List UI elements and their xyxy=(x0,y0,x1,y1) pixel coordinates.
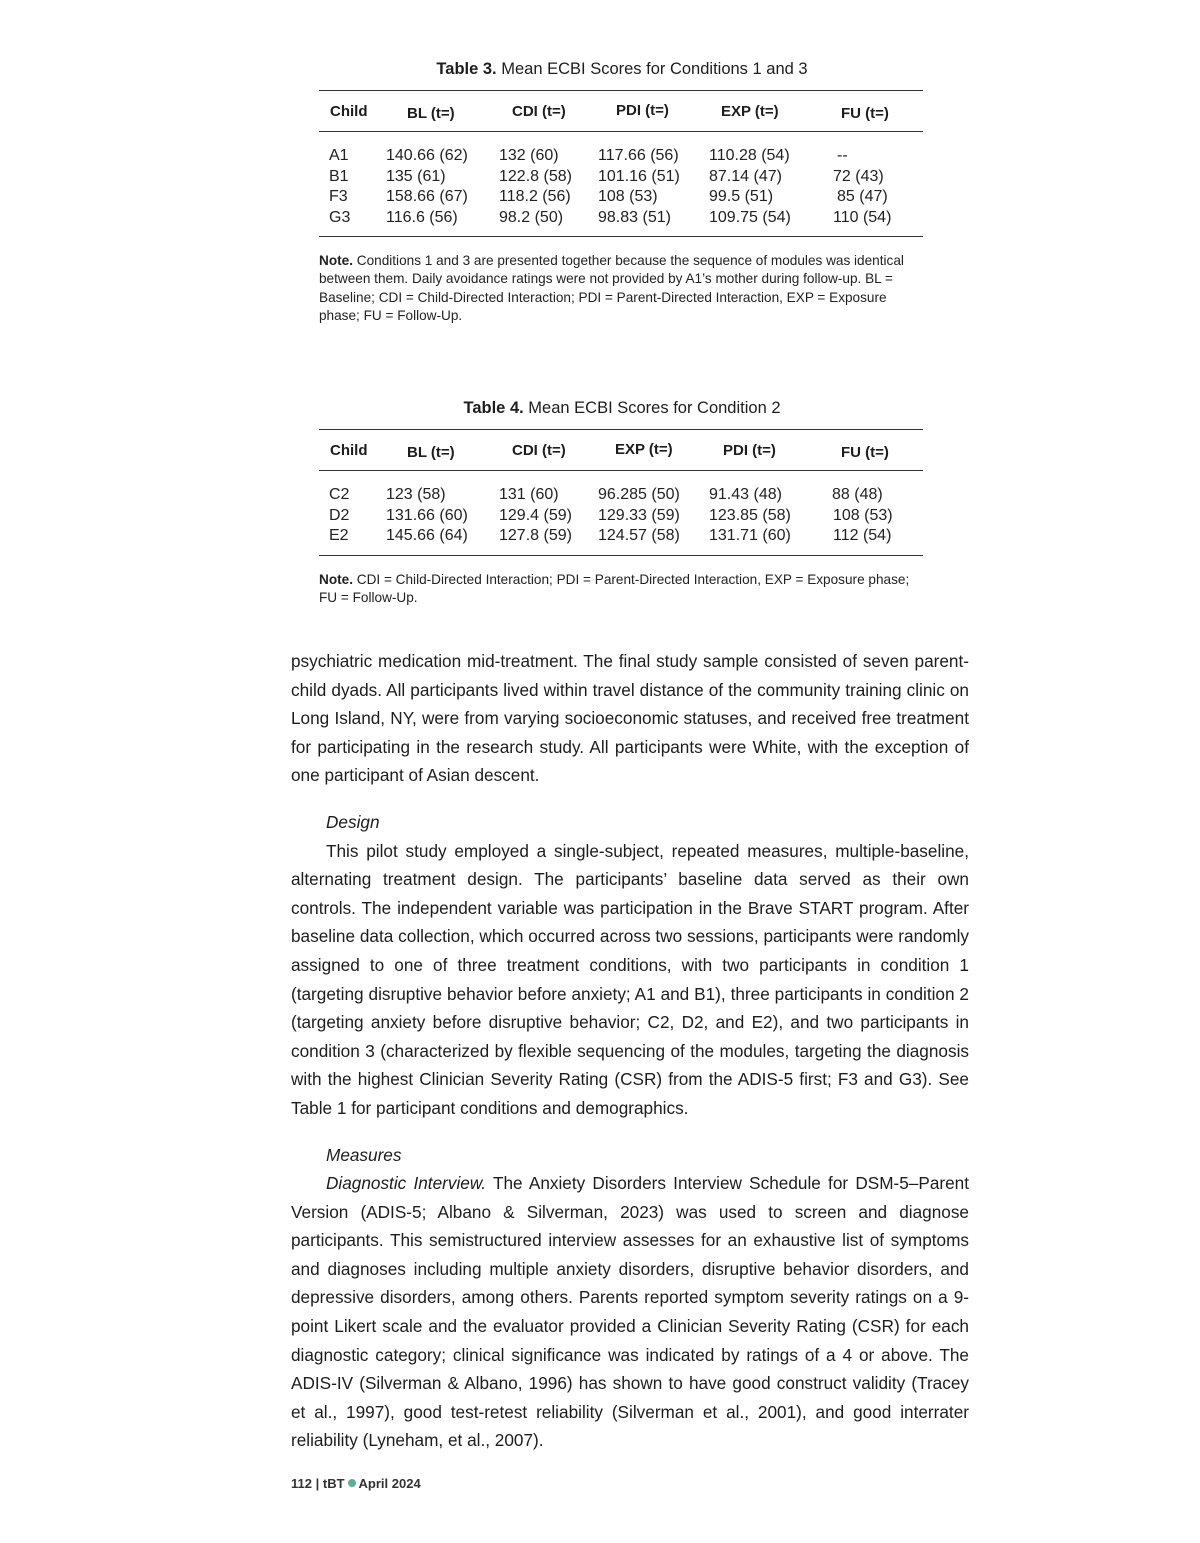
table-cell: 127.8 (59) xyxy=(499,527,572,544)
table-cell: 117.66 (56) xyxy=(598,147,679,164)
table-cell: 118.2 (56) xyxy=(499,188,571,205)
table-cell: 109.75 (54) xyxy=(709,208,791,226)
table-cell: 98.2 (50) xyxy=(499,208,564,226)
table-cell: C2 xyxy=(329,486,350,503)
table-cell: B1 xyxy=(329,167,349,185)
table-4-caption: Mean ECBI Scores for Condition 2 xyxy=(528,399,781,417)
table-4-title xyxy=(321,397,923,419)
table-cell: 131 (60) xyxy=(499,486,559,503)
table-cell: 88 (48) xyxy=(832,486,883,503)
table-3-header-row xyxy=(319,91,923,131)
column-header: CDI (t=) xyxy=(512,442,566,459)
section-heading-design: Design xyxy=(326,811,380,832)
table-cell: 87.14 (47) xyxy=(709,167,782,185)
table-cell: 145.66 (64) xyxy=(386,527,468,544)
table-3 xyxy=(319,58,923,325)
table-4-bottom-rule xyxy=(319,555,923,556)
bullet-dot-icon xyxy=(348,1479,356,1487)
table-cell: A1 xyxy=(329,147,349,164)
column-header: BL (t=) xyxy=(407,444,455,461)
table-cell: D2 xyxy=(329,506,350,524)
table-3-title xyxy=(321,58,923,80)
paragraph-measures xyxy=(291,1169,969,1455)
table-4-label: Table 4. xyxy=(463,399,524,417)
page-number: 112 xyxy=(291,1476,312,1491)
paragraph-design: This pilot study employed a single-subject, repeated measures, multiple-baseline, alternating treatment design. The participants’ baseline data served as their own controls. The independent variable was participation in the Brave START program. After baseline data collection, which occurred across two sessions, participants were randomly assigned to one of three treatment conditions, with two participants in condition 1 (targeting disruptive behavior before anxiety; A1 and B1), three participants in condition 2 (targeting anxiety before disruptive behavior; C2, D2, and E2), and two participants in condition 3 (characterized by flexible sequencing of the modules, targeting the diagnosis with the highest Clinician Severity Rating (CSR) from the ADIS-5 first; F3 and G3). See Table 1 for participant conditions and demographics. xyxy=(291,840,969,1118)
footer-separator: | xyxy=(315,1476,320,1491)
journal-name: tBT xyxy=(322,1476,345,1491)
page-footer xyxy=(291,1476,421,1491)
table-cell: 85 (47) xyxy=(837,188,888,205)
table-row xyxy=(319,167,923,188)
section-heading-measures: Measures xyxy=(326,1144,402,1165)
column-header: FU (t=) xyxy=(841,444,889,461)
table-cell: 116.6 (56) xyxy=(386,208,458,226)
table-cell: 129.4 (59) xyxy=(499,506,572,524)
table-4 xyxy=(319,397,923,607)
table-row xyxy=(319,526,923,547)
table-cell: 131.71 (60) xyxy=(709,527,791,544)
table-cell: 101.16 (51) xyxy=(598,167,680,185)
column-header: CDI (t=) xyxy=(512,103,566,120)
table-cell: 123.85 (58) xyxy=(709,506,791,524)
table-cell: 123 (58) xyxy=(386,486,446,503)
table-cell: 129.33 (59) xyxy=(598,506,680,524)
table-cell: 99.5 (51) xyxy=(709,188,774,205)
column-header: FU (t=) xyxy=(841,105,889,122)
table-row xyxy=(319,506,923,527)
table-cell: F3 xyxy=(329,188,348,205)
table-3-body xyxy=(319,132,923,236)
subheading-diagnostic-interview: Diagnostic Interview. xyxy=(326,1173,487,1194)
column-header: PDI (t=) xyxy=(616,102,669,119)
table-cell: 108 (53) xyxy=(833,506,893,524)
table-cell: -- xyxy=(837,147,848,164)
table-cell: 131.66 (60) xyxy=(386,506,468,524)
column-header: EXP (t=) xyxy=(721,103,779,120)
table-cell: 135 (61) xyxy=(386,167,446,185)
table-cell: 110.28 (54) xyxy=(709,147,790,164)
paragraph-measures-text: The Anxiety Disorders Interview Schedule for DSM-5–Parent Version (ADIS-5; Albano & Silverman, 2023) was used to screen and diagnose participants. This semistructured interview assesses for an exhaustive list of symptoms and diagnoses including multiple anxiety disorders, disruptive behavior disorders, and depressive disorders, among others. Parents reported symptom severity ratings on a 9-point Likert scale and the evaluator provided a Clinician Severity Rating (CSR) for each diagnostic category; clinical significance was indicated by ratings of a 4 or above. The ADIS-IV (Silverman & Albano, 1996) has shown to have good construct validity (Tracey et al., 1997), good test-retest reliability (Silverman et al., 2001), and good interrater reliability (Lyneham, et al., 2007). xyxy=(291,1173,969,1451)
column-header: EXP (t=) xyxy=(615,441,673,458)
note-text: Conditions 1 and 3 are presented together because the sequence of modules was identical between them. Daily avoidance ratings were not provided by A1’s mother during follow-up. BL = Baseline; CDI = Child-Directed Interaction; PDI = Parent-Directed Interaction, EXP = Exposure phase; FU = Follow-Up. xyxy=(319,253,904,323)
table-cell: E2 xyxy=(329,527,349,544)
note-text: CDI = Child-Directed Interaction; PDI = Parent-Directed Interaction, EXP = Exposure phase; FU = Follow-Up. xyxy=(319,571,910,605)
table-cell: 91.43 (48) xyxy=(709,486,782,503)
table-cell: 112 (54) xyxy=(833,527,892,544)
table-row xyxy=(319,146,923,167)
table-cell: 72 (43) xyxy=(833,167,884,185)
note-label: Note. xyxy=(319,571,353,587)
table-4-header-row xyxy=(319,430,923,470)
column-header: PDI (t=) xyxy=(723,442,776,459)
table-row xyxy=(319,485,923,506)
table-4-body xyxy=(319,471,923,555)
table-4-note xyxy=(319,571,923,608)
table-cell: 108 (53) xyxy=(598,188,658,205)
column-header: Child xyxy=(330,103,368,120)
table-3-note xyxy=(319,252,923,325)
column-header: Child xyxy=(330,442,368,459)
table-cell: 140.66 (62) xyxy=(386,147,468,164)
table-3-bottom-rule xyxy=(319,236,923,237)
table-3-label: Table 3. xyxy=(436,60,497,78)
article-body xyxy=(291,647,969,1455)
table-cell: 132 (60) xyxy=(499,147,559,164)
issue-date: April 2024 xyxy=(358,1476,421,1491)
table-3-caption: Mean ECBI Scores for Conditions 1 and 3 xyxy=(501,60,808,78)
note-label: Note. xyxy=(319,253,353,268)
paragraph-sample: psychiatric medication mid-treatment. The final study sample consisted of seven parent-child dyads. All participants lived within travel distance of the community training clinic on Long Island, NY, were from varying socioeconomic statuses, and received free treatment for participating in the research study. All participants were White, with the exception of one participant of Asian descent. xyxy=(291,651,969,786)
table-cell: 110 (54) xyxy=(833,208,892,226)
table-row xyxy=(319,208,923,229)
table-cell: 158.66 (67) xyxy=(386,188,468,205)
table-cell: 122.8 (58) xyxy=(499,167,572,185)
column-header: BL (t=) xyxy=(407,105,455,122)
table-cell: 98.83 (51) xyxy=(598,208,671,226)
table-row xyxy=(319,187,923,208)
table-cell: 124.57 (58) xyxy=(598,527,680,544)
table-cell: G3 xyxy=(329,208,351,226)
table-cell: 96.285 (50) xyxy=(598,486,680,503)
